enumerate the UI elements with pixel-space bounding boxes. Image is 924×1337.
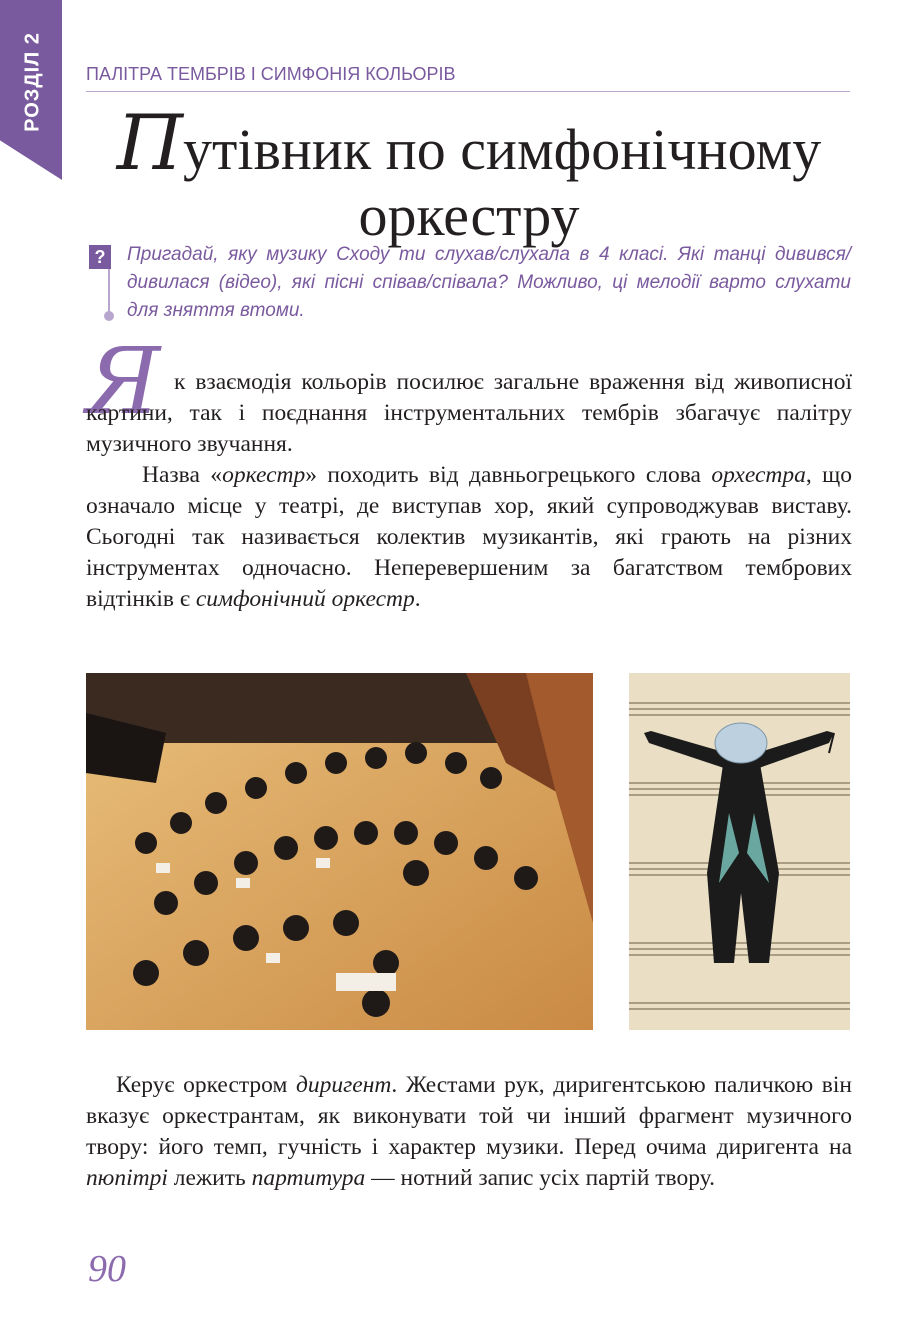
question-text: Пригадай, яку музику Сходу ти слухав/слухала в 4 класі. Які танці дивився/дивилася (відео), які пісні співав/співала? Можливо, ці мелодії варто слухати для зняття втоми. [127,244,851,321]
p3-text: лежить [167,1165,252,1191]
drop-cap: Я [86,328,161,435]
p3-text: . Жестами рук, диригентською паличкою він вказує оркестрантам, як виконувати той чи інший фрагмент музичного твору: його темп, гучність і характер музики. Перед очима диригента на [86,1072,852,1160]
conductor-illustration [629,673,850,1030]
p2-text: . [414,586,421,612]
paragraph-3 [86,1070,852,1194]
section-tab-label: РОЗДІЛ 2 [21,32,44,132]
paragraph-2 [86,460,852,615]
term-orchestra-greek: орхестра [711,462,806,488]
p3-text: Керує оркестром [116,1072,296,1098]
question-icon: ? [89,245,111,269]
p2-text: , що означало місце у театрі, де виступав хор, який супроводжував виставу. Сьогодні так називається колектив музикантів, які грають на різних інструментах одночасно. Неперевершеним за багатством тембрових відтінків є [86,462,852,612]
page-number: 90 [88,1248,126,1290]
page-title [84,98,854,249]
orchestra-photo [86,673,593,1030]
p2-text: Назва « [142,462,223,488]
term-orchestra: оркестр [222,462,306,488]
paragraph-1: к взаємодія кольорів посилює загальне враження від живописної картини, так і поєднання інструментальних тембрів збагачує палітру музичного звучання. [86,369,852,457]
question-line [108,269,110,313]
running-header: ПАЛІТРА ТЕМБРІВ І СИМФОНІЯ КОЛЬОРІВ [86,64,850,92]
title-text: утівник по симфонічному оркестру [183,117,822,248]
term-symphony-orchestra: симфонічний оркестр [195,586,415,612]
p2-text: » походить від давньогрецького слова [305,462,712,488]
question-dot [104,311,114,321]
title-drop-letter: П [116,98,184,187]
term-conductor: диригент [295,1072,392,1098]
p3-text: — нотний запис усіх партій твору. [365,1165,715,1191]
term-music-stand: пюпітрі [86,1165,168,1191]
term-score: партитура [251,1165,366,1191]
